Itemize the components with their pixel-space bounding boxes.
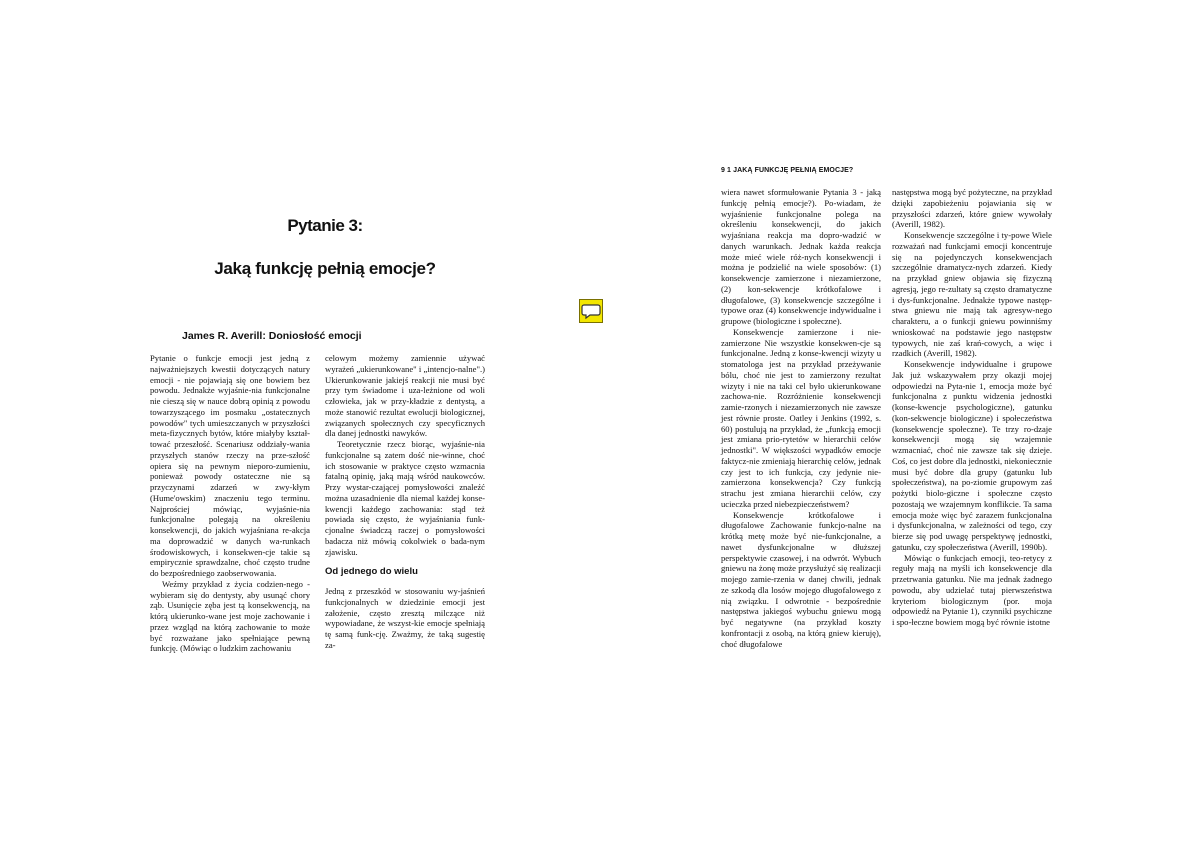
paragraph: Konsekwencje krótkofalowe i długofalowe Zachowanie funkcjo-nalne na krótką metę może być nie-funkcjonalne, a nawet dysfunkcjonalne w dłuższej perspektywie czasowej, i na odwrót. Wybuch gniewu na żonę może przysłużyć się realizacji mojego zamie-rzenia w danej chwili, jednak ze szkodą dla losów mojego długofalowego z nią związku. I odwrotnie - bezpośrednie następstwa jakiegoś wybuchu gniewu mogą być negatywne (na przykład koszty konfrontacji z osobą, na którą gniew kieruję), choć długofalowe xyxy=(721,509,881,649)
left-page-column-1 xyxy=(150,353,310,654)
paragraph: Mówiąc o funkcjach emocji, teo-retycy z reguły mają na myśli ich konsekwencje dla przetrwania gatunku. Nie ma jednak żadnego powodu, aby udzielać tutaj pierwszeństwa kryteriom biologicznym (por. moja odpowiedź na Pytanie 1), czynniki psychiczne i spo-łeczne bowiem mogą być równie istotne xyxy=(892,552,1052,627)
right-page-column-2 xyxy=(892,187,1052,628)
running-head: 9 1 JAKĄ FUNKCJĘ PEŁNIĄ EMOCJE? xyxy=(721,167,854,174)
question-number-title: Pytanie 3: xyxy=(287,216,363,235)
paragraph: celowym możemy zamiennie używać wyrażeń „ukierunkowane" i „intencjo-nalne".) Ukierunkowanie jakiejś reakcji nie musi być przy tym świadome i uza-leżnione od woli człowieka, jak w przy-kładzie z dentystą, a może stanowić rezultat ewolucji biologicznej, związanych społecznych czy specyficznych dla danej jednostki nawyków. xyxy=(325,353,485,439)
author-heading: James R. Averill: Doniosłość emocji xyxy=(182,330,362,342)
paragraph: Weźmy przykład z życia codzien-nego - wybieram się do dentysty, aby usunąć chory ząb. Usunięcie zęba jest tą konsekwencją, na którą ukierunko-wane jest moje zachowanie i przez wzgląd na którą zachowanie to może być rozważane jako spełniające pewną funkcję. (Mówiąc o ludzkim zachowaniu xyxy=(150,578,310,654)
paragraph: Konsekwencje indywidualne i grupowe Jak już wskazywałem przy okazji mojej odpowiedzi na Pyta-nie 1, emocja może być funkcjonalna z punktu widzenia jednostki (konse-kwencje psychologiczne), gatunku (kon-sekwencje biologiczne) i społeczeństwa (konsekwencje społeczne). Te trzy ro-dzaje konsekwencji mogą się wzajemnie wzmacniać, choć nie zawsze tak się dzieje. Coś, co jest dobre dla jednostki, niekoniecznie musi być dobre dla grupy (gatunku lub społeczeństwa), na po-ziomie grupowym zaś pożytki biolo-giczne i społeczne często pozostają we wzajemnym konflikcie. Ta sama emocja może więc być zarazem funkcjonalna i dysfunkcjonalna, w zależności od tego, czy bierze się pod uwagę perspektywę jednostki, gatunku, czy społeczeństwa (Averill, 1990b). xyxy=(892,359,1052,552)
paragraph: następstwa mogą być pożyteczne, na przykład dzięki zapobieżeniu pojawiania się w przyszłości zdarzeń, które gniew wywołały (Averill, 1982). xyxy=(892,187,1052,230)
paragraph: Pytanie o funkcje emocji jest jedną z najważniejszych kwestii dotyczących natury emocji - nie pojawiają się one bowiem bez powodu. Jednakże wyjaśnie-nia funkcjonalne nie cieszą się w nauce dobrą opinią z powodu towarzyszącego im posmaku „ostatecznych powodów" tych umieszczanych w przyszłości meta-fizycznych bytów, które miałyby kształ-tować przeszłość. Scenariusz oddziały-wania przyszłych stanów rzeczy na prze-szłość opiera się na pewnym nieporo-zumieniu, ponieważ powody ostateczne nie są przyczynami zdarzeń w zwy-kłym (Hume'owskim) znaczeniu tego terminu. Najprościej mówiąc, wyjaśnie-nia funkcjonalne polegają na określeniu konsekwencji, do jakich wyjaśniana re-akcja ma doprowadzić w danych wa-runkach środowiskowych, i konsekwen-cje takie są empirycznie sprawdzalne, choć często trudne do bezpośredniego zaobserwowania. xyxy=(150,353,310,578)
paragraph: wiera nawet sformułowanie Pytania 3 - jaką funkcję pełnią emocje?). Po-wiadam, że wyjaśnienie funkcjonalne polega na określeniu konsekwencji, do jakich wyjaśniana reakcja ma dopro-wadzić w danych warunkach. Jednak każda reakcja może mieć wiele róż-nych konsekwencji i można je podzielić na wiele sposobów: (1) konsekwencje zamierzone i niezamierzone, (2) kon-sekwencje krótkofalowe i długofalowe, (3) konsekwencje szczególne i typowe oraz (4) konsekwencje indywidualne i grupowe (biologiczne i społeczne). xyxy=(721,187,881,326)
question-title: Jaką funkcję pełnią emocje? xyxy=(214,259,436,278)
paragraph: Konsekwencje zamierzone i nie-zamierzone Nie wszystkie konsekwen-cje są funkcjonalne. Jedną z konse-kwencji wizyty u stomatologa jest na przykład przeżywanie bólu, choć nie jest to zamierzony rezultat wizyty i nie na taki cel było ukierunkowane zachowa-nie. Rozróżnienie konsekwencji zamie-rzonych i niezamierzonych nie zawsze jest równie proste. Oatley i Jenkins (1992, s. 60) postulują na przykład, że „funkcją emocji jest zmiana prio-rytetów w hierarchii celów jednostki". W większości wypadków emocje faktycz-nie zmieniają hierarchię celów, jednak czy jest to ich funkcja, czy jedynie nie-zamierzona konsekwencja? Czy funkcją strachu jest zmiana hierarchii celów, czy ucieczka przed niebezpieczeństwem? xyxy=(721,326,882,509)
right-page-column-1 xyxy=(721,187,881,649)
paragraph: Teoretycznie rzecz biorąc, wyjaśnie-nia funkcjonalne są zatem dość nie-winne, choć ich stosowanie w praktyce często wzmacnia fatalną opinię, jaką mają wśród naukowców. Przy wystar-czającej pomysłowości znaleźć można uzasadnienie dla niemal każdej konse-kwencji każdego zachowania: stąd też powiada się często, że wyjaśniania funk-cjonalne świadczą raczej o pomysłowości badacza niż mówią cokolwiek o bada-nym zjawisku. xyxy=(325,439,485,557)
comment-note-icon[interactable] xyxy=(579,299,603,323)
section-heading: Od jednego do wielu xyxy=(325,566,418,578)
paragraph: Konsekwencje szczególne i ty-powe Wiele rozważań nad funkcjami emocji koncentruje się na pojedynczych konsekwencjach szczególnie dramatycz-nych zdarzeń. Kiedy na przykład gniew objawia się fizyczną agresją, jego re-zultaty są często dramatyczne i dys-funkcjonalne. Jednakże typowe następ-stwa gniewu nie mają tak agresyw-nego charakteru, a o funkcji gniewu powinniśmy wnioskować na podstawie jego następstw typowych, nie zaś krań-cowych, a więc i rzadkich (Averill, 1982). xyxy=(892,230,1052,359)
paragraph: Jedną z przeszkód w stosowaniu wy-jaśnień funkcjonalnych w dziedzinie emocji jest założenie, często zresztą milczące niż wypowiadane, że wszyst-kie emocje spełniają tę samą funk-cję. Zważmy, że taką sugestię za- xyxy=(325,586,485,650)
left-page-column-2 xyxy=(325,353,485,651)
